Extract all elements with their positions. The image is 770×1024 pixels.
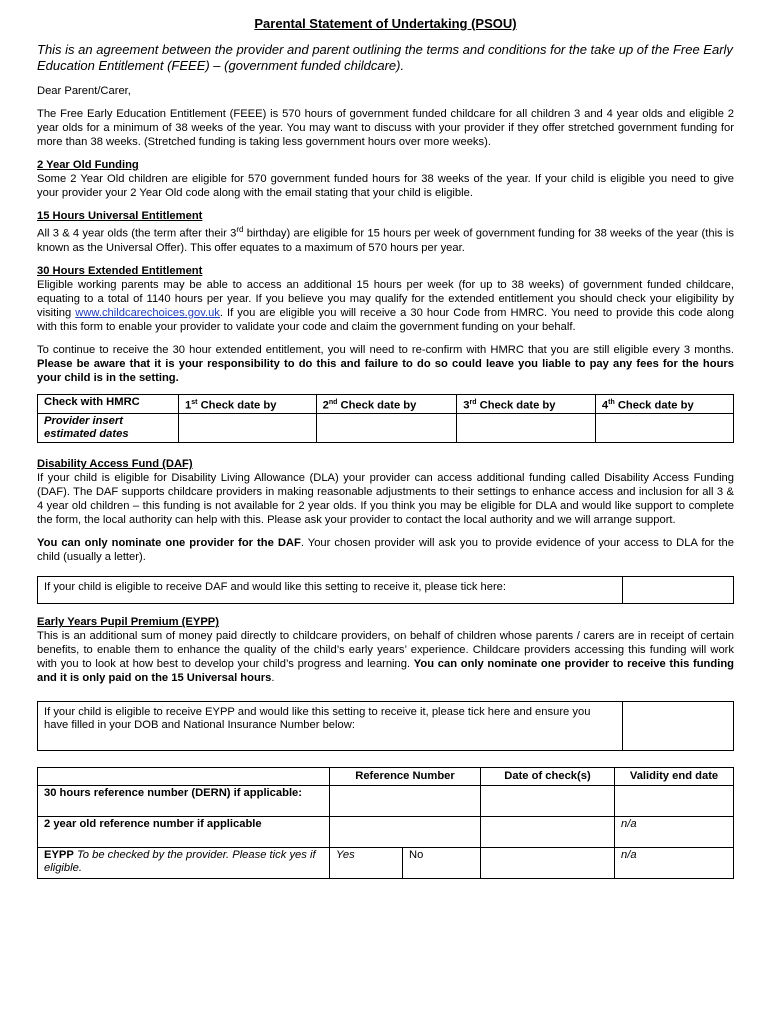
eypp-tick-table — [37, 701, 734, 751]
daf-section — [37, 457, 734, 527]
check-4-header — [595, 394, 733, 414]
check-3-sup: rd — [469, 398, 477, 406]
intro-statement: This is an agreement between the provider and parent outlining the terms and conditions for the take up of the Free Early Education Entitlement (FEEE) – (government funded childcare). — [37, 42, 733, 73]
dern-row — [38, 786, 734, 817]
dern-validity-field[interactable] — [615, 786, 734, 817]
eypp-row-text: To be checked by the provider. Please tick yes if eligible. — [44, 849, 316, 875]
eypp-end: . — [271, 672, 275, 685]
provider-dates-label: Provider insert estimated dates — [38, 414, 179, 443]
eypp-no-option[interactable]: No — [403, 848, 481, 879]
check-2-date-field[interactable] — [316, 414, 457, 443]
check-2-num: 2 — [322, 399, 329, 412]
reference-table — [37, 767, 734, 879]
two-year-label: 2 year old reference number if applicable — [38, 817, 330, 848]
thirty-hours-heading: 30 Hours Extended Entitlement — [37, 264, 203, 277]
fifteen-hours-section — [37, 209, 734, 255]
fifteen-hours-heading: 15 Hours Universal Entitlement — [37, 210, 203, 222]
fifteen-hours-text-b: birthday) are eligible for 15 hours per week of government funding for 38 weeks of the year (this is known as the Universal Offer). This offer equates to a maximum of 570 hours per year. — [37, 227, 734, 254]
two-year-heading: 2 Year Old Funding — [37, 159, 139, 171]
fifteen-hours-text-a: All 3 & 4 year olds (the term after their 3 — [37, 227, 237, 240]
eypp-text: This is an additional sum of money paid directly to childcare providers, on behalf of children whose parents / carers are in receipt of certain benefits, to enable them to enhance the quality of the child’s early years’ experience. Childcare providers accessing this funding will work with you to look at how best to develop your child’s progress and learning. — [37, 630, 734, 671]
fifteen-hours-sup: rd — [236, 225, 244, 234]
check-1-header — [179, 394, 317, 414]
daf-tick-label: If your child is eligible to receive DAF and would like this setting to receive it, please tick here: — [38, 577, 623, 604]
eypp-validity: n/a — [615, 848, 734, 879]
dern-label: 30 hours reference number (DERN) if applicable: — [38, 786, 330, 817]
eypp-heading: Early Years Pupil Premium (EYPP) — [37, 616, 219, 629]
reference-header-row — [38, 768, 734, 786]
thirty-hours-text-b: . If you are eligible you will receive a 30 hour Code from HMRC. You need to provide this code along with this form to enable your provider to validate your code and claim the government funding on your behalf. — [37, 306, 734, 333]
eypp-row-bold: EYPP — [44, 849, 74, 862]
daf-nominate-text: . Your chosen provider will ask you to provide evidence of your access to DLA for the child (usually a letter). — [37, 537, 734, 564]
check-1-label: Check date by — [197, 399, 277, 412]
check-3-label: Check date by — [476, 399, 556, 412]
two-year-validity: n/a — [615, 817, 734, 848]
hmrc-dates-row — [38, 414, 734, 443]
hmrc-check-table — [37, 394, 734, 444]
check-3-num: 3 — [463, 399, 470, 412]
check-2-sup: nd — [328, 398, 338, 406]
reconfirm-text: To continue to receive the 30 hour extended entitlement, you will need to re-confirm with HMRC that you are still eligible every 3 months. — [37, 343, 734, 356]
daf-heading: Disability Access Fund (DAF) — [37, 458, 193, 471]
document-page — [37, 16, 734, 879]
hmrc-header-row — [38, 394, 734, 414]
check-3-header — [457, 394, 596, 414]
eypp-section — [37, 615, 734, 685]
page-title: Parental Statement of Undertaking (PSOU) — [254, 16, 517, 31]
eypp-row — [38, 848, 734, 879]
eypp-date-field[interactable] — [481, 848, 615, 879]
check-4-sup: th — [608, 398, 615, 406]
eypp-tick-box[interactable] — [623, 702, 734, 751]
eypp-tick-label: If your child is eligible to receive EYPP and would like this setting to receive it, please tick here and ensure you have filled in your DOB and National Insurance Number below: — [38, 702, 623, 751]
check-2-label: Check date by — [337, 399, 417, 412]
two-year-date-field[interactable] — [481, 817, 615, 848]
dern-date-field[interactable] — [481, 786, 615, 817]
eypp-bold: You can only nominate one provider to receive this funding and it is only paid on the 15 Universal hours — [37, 658, 734, 685]
check-1-date-field[interactable] — [179, 414, 317, 443]
daf-nominate-paragraph — [37, 536, 734, 564]
daf-tick-box[interactable] — [623, 577, 734, 604]
two-year-section — [37, 158, 734, 200]
daf-text: If your child is eligible for Disability Living Allowance (DLA) your provider can access additional funding called Disability Access Funding (DAF). The DAF supports childcare providers in making reasonable adjustments to their settings to enhance access and inclusion for all 3 & 4 year old children – this funding is not available for 2 year olds. If you think you may be eligible for DLA and would like support to complete the form, the local authority can help with this. Please ask your provider to contact the local authority and we will arrange support. — [37, 472, 734, 527]
two-year-reference-field[interactable] — [330, 817, 481, 848]
check-1-sup: st — [191, 398, 198, 406]
check-4-num: 4 — [601, 399, 609, 412]
greeting: Dear Parent/Carer, — [37, 85, 131, 97]
reconfirm-paragraph — [37, 343, 734, 385]
childcare-choices-link[interactable]: www.childcarechoices.gov.uk — [75, 306, 220, 319]
check-1-num: 1 — [185, 399, 192, 412]
reference-number-header: Reference Number — [330, 768, 481, 786]
two-year-row — [38, 817, 734, 848]
two-year-text: Some 2 Year Old children are eligible for 570 government funded hours for 38 weeks of the year. If your child is eligible you need to give your provider your 2 Year Old code along with the email stating that your child is eligible. — [37, 173, 734, 199]
check-2-header — [316, 394, 457, 414]
feee-paragraph: The Free Early Education Entitlement (FEEE) is 570 hours of government funded childcare for all children 3 and 4 year olds and eligible 2 year olds for a minimum of 38 weeks of the year. You may want to discuss with your provider if they offer stretched government funding for more than 38 weeks. (Stretched funding is taking less government hours over more weeks). — [37, 108, 734, 148]
check-4-date-field[interactable] — [595, 414, 733, 443]
thirty-hours-section — [37, 264, 734, 334]
thirty-hours-text-a: Eligible working parents may be able to access an additional 15 hours per week (for up to 38 weeks) of government funded childcare, equating to a total of 1140 hours per year. If you believe you may qualify for the extended entitlement you should check your eligibility by visiting — [37, 278, 734, 319]
date-of-checks-header: Date of check(s) — [481, 768, 615, 786]
validity-end-header: Validity end date — [615, 768, 734, 786]
eypp-row-label — [38, 848, 330, 879]
hmrc-label-cell: Check with HMRC — [38, 394, 179, 414]
check-3-date-field[interactable] — [457, 414, 596, 443]
reference-blank-header — [38, 768, 330, 786]
check-4-label: Check date by — [614, 399, 694, 412]
reconfirm-warning: Please be aware that it is your responsibility to do this and failure to do so could leave you liable to pay any fees for the hours your child is in the setting. — [37, 357, 734, 384]
dern-reference-field[interactable] — [330, 786, 481, 817]
daf-nominate-bold: You can only nominate one provider for the DAF — [37, 537, 301, 550]
eypp-yes-option[interactable]: Yes — [330, 848, 403, 879]
daf-tick-table — [37, 576, 734, 604]
